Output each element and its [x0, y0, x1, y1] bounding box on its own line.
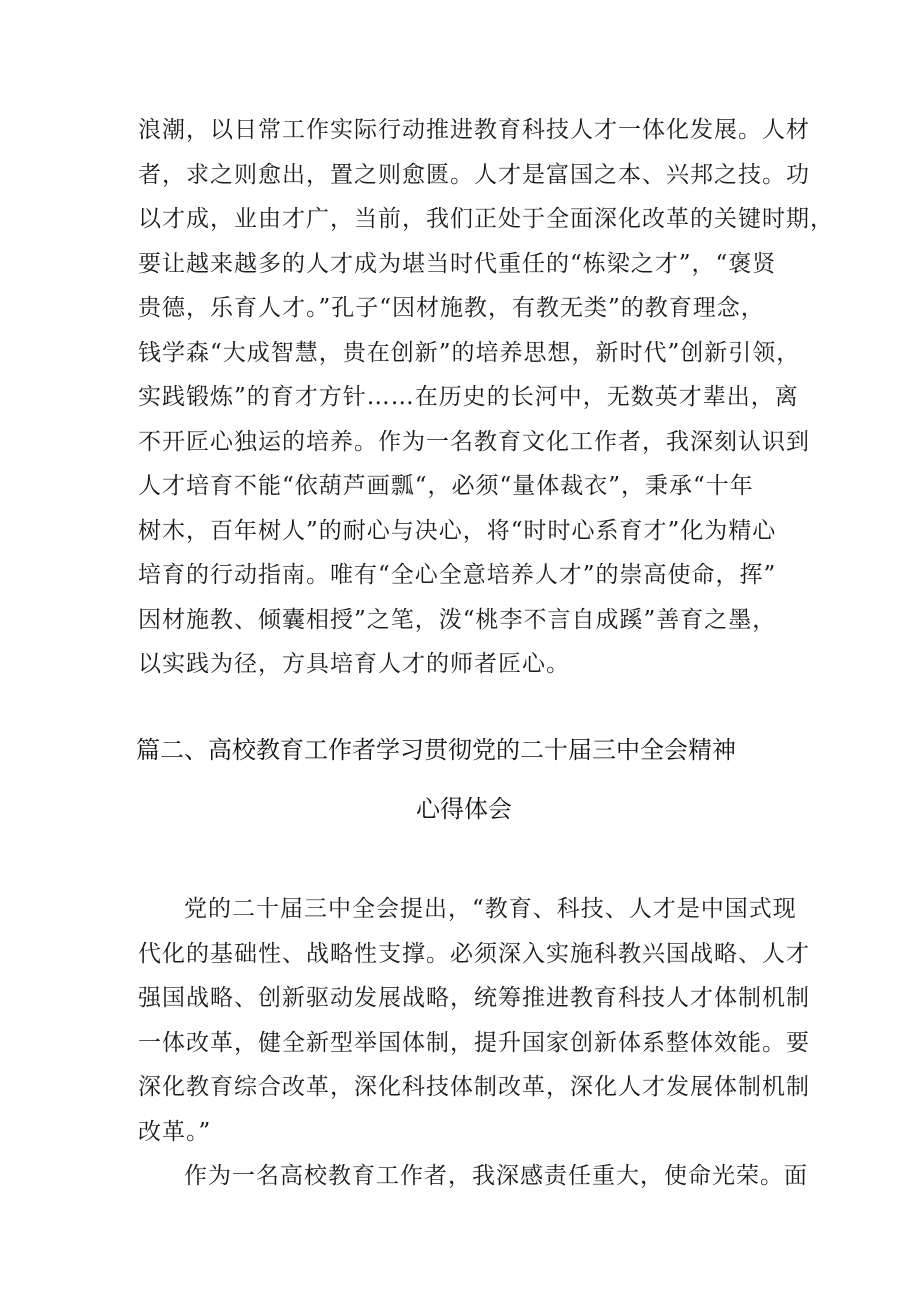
section-title-line-2: 心得体会 — [416, 795, 512, 823]
paragraph-line: 不开匠心独运的培养。作为一名教育文化工作者，我深刻认识到 — [138, 429, 810, 455]
paragraph-line: 因材施教、倾囊相授”之笔，泼“桃李不言自成蹊”善育之墨， — [138, 607, 777, 633]
paragraph-line: 要让越来越多的人才成为堪当时代重任的“栋梁之才”，“褒贤 — [138, 251, 777, 277]
paragraph-line: 者，求之则愈出，置之则愈匮。人才是富国之本、兴邦之技。功 — [138, 162, 810, 188]
paragraph-line: 以实践为径，方具培育人才的师者匠心。 — [138, 651, 570, 677]
paragraph-line: 人才培育不能“依葫芦画瓢“，必须“量体裁衣”，秉承“十年 — [138, 473, 754, 499]
paragraph-line: 树木，百年树人”的耐心与决心，将“时时心系育才”化为精心 — [138, 518, 777, 544]
paragraph-line: 深化教育综合改革，深化科技体制改革，深化人才发展体制机制 — [138, 1074, 810, 1100]
paragraph-line: 改革。” — [138, 1119, 212, 1145]
paragraph-line: 强国战略、创新驱动发展战略，统筹推进教育科技人才体制机制 — [138, 985, 810, 1011]
paragraph-line: 以才成，业由才广，当前，我们正处于全面深化改革的关键时期， — [138, 206, 834, 232]
paragraph-line: 一体改革，健全新型举国体制，提升国家创新体系整体效能。要 — [138, 1030, 810, 1056]
paragraph-line: 贵德，乐育人才。”孔子“因材施教，有教无类”的教育理念， — [138, 295, 765, 321]
paragraph-line: 实践锻炼”的育才方针……在历史的长河中，无数英才辈出，离 — [138, 384, 799, 410]
section-title-line-1: 篇二、高校教育工作者学习贯彻党的二十届三中全会精神 — [136, 736, 736, 764]
paragraph-line: 浪潮，以日常工作实际行动推进教育科技人才一体化发展。人材 — [138, 117, 810, 143]
paragraph-line: 作为一名高校教育工作者，我深感责任重大，使命光荣。面 — [184, 1163, 808, 1189]
paragraph-line: 党的二十届三中全会提出，“教育、科技、人才是中国式现 — [184, 896, 797, 922]
paragraph-line: 钱学森“大成智慧，贵在创新”的培养思想，新时代”创新引领， — [138, 340, 801, 366]
paragraph-line: 代化的基础性、战略性支撑。必须深入实施科教兴国战略、人才 — [138, 941, 810, 967]
paragraph-line: 培育的行动指南。唯有“全心全意培养人才”的崇高使命，挥” — [138, 562, 777, 588]
